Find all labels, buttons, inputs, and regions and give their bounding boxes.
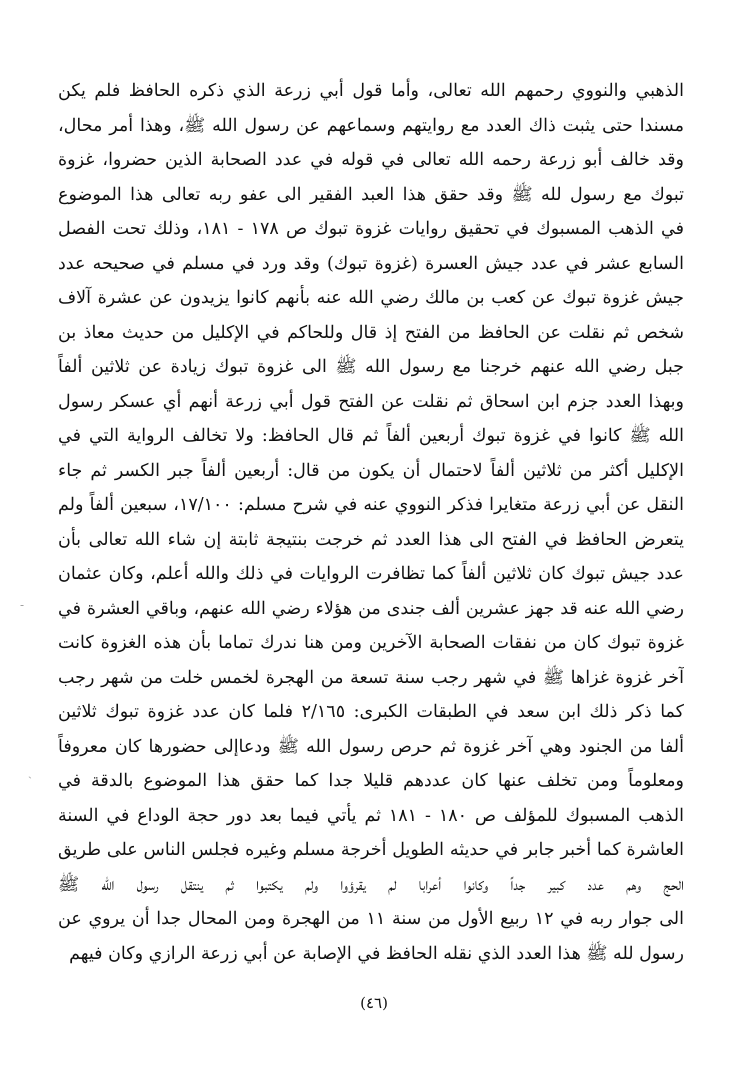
text-line-14: يتعرض الحافظ في الفتح الى هذا العدد ثم خرجت بنتيجة ثابتة إن شاء الله تعالى بأن [58,529,684,550]
text-line-21: ومعلوماً ومن تخلف عنها كان عددهم قليلا جدا كما حقق هذا الموضوع بالدقة في [58,771,684,791]
text-line-9: جبل رضي الله عنهم خرجنا مع رسول الله ﷺ الى غزوة تبوك زيادة عن ثلاثين ألفاً [58,357,684,377]
text-line-19: كما ذكر ذلك ابن سعد في الطبقات الكبرى: ٢/١٦٥ فلما كان عدد غزوة تبوك ثلاثين [58,702,684,722]
text-line-24: الحج وهم عدد كبير جداً وكانوا أعرابا لم يقرؤوا ولم يكتبوا ثم ينتقل رسول الله ﷺ [58,874,684,895]
text-line-10: وبهذا العدد جزم ابن اسحاق ثم نقلت عن الفتح قول أبي زرعة أنهم أي عسكر رسول [58,391,684,412]
text-line-22: الذهب المسبوك للمؤلف ص ١٨٠ - ١٨١ ثم يأتي فيما بعد دور حجة الوداع في السنة [58,805,684,826]
page-number: (٤٦) [360,994,388,1012]
text-line-8: شخص ثم نقلت عن الحافظ من الفتح إذ قال وللحاكم في الإكليل من حديث معاذ بن [58,322,684,343]
text-line-11: الله ﷺ كانوا في غزوة تبوك أربعين ألفاً ثم قال الحافظ: ولا تخالف الرواية التي في [58,426,684,446]
margin-speck-2: ˎ [28,765,32,779]
margin-speck: - [20,598,25,612]
text-line-23: العاشرة كما أخبر جابر في حديثه الطويل أخرجة مسلم وغيره فجلس الناس على طريق [58,840,684,860]
text-line-4: تبوك مع رسول لله ﷺ وقد حقق هذا العبد الفقير الى عفو ربه تعالى هذا الموضوع [58,184,684,205]
text-line-15: عدد جيش تبوك كان ثلاثين ألفاً كما تظافرت الروايات في ذلك والله أعلم، وكان عثمان [58,564,684,584]
text-line-6: السابع عشر في عدد جيش العسرة (غزوة تبوك) وقد ورد في مسلم في صحيحه عدد [58,253,684,274]
text-line-18: آخر غزوة غزاها ﷺ في شهر رجب سنة تسعة من الهجرة لخمس خلت من شهر رجب [58,667,684,688]
text-line-13: النقل عن أبي زرعة متغايرا فذكر النووي عنه في شرح مسلم: ١٧/١٠٠، سبعين ألفاً ولم [58,495,684,515]
text-line-17: غزوة تبوك كان من نفقات الصحابة الآخرين ومن هنا ندرك تماما بأن هذه الغزوة كانت [58,633,684,653]
text-line-1: الذهبي والنووي رحمهم الله تعالى، وأما قول أبي زرعة الذي ذكره الحافظ فلم يكن [58,81,684,101]
text-line-7: جيش غزوة تبوك عن كعب بن مالك رضي الله عنه بأنهم كانوا يزيدون عن عشرة آلاف [58,288,684,308]
text-line-16: رضي الله عنه قد جهز عشرين ألف جندى من هؤلاء رضي الله عنهم، وباقي العشرة في [58,598,684,619]
text-line-5: في الذهب المسبوك في تحقيق روايات غزوة تبوك ص ١٧٨ - ١٨١، وذلك تحت الفصل [58,219,684,239]
text-line-26: رسول لله ﷺ هذا العدد الذي نقله الحافظ في الإصابة عن أبي زرعة الرازي وكان فيهم [69,943,684,964]
text-line-3: وقد خالف أبو زرعة رحمه الله تعالى في قوله في عدد الصحابة الذين حضروا، غزوة [58,150,684,170]
text-line-12: الإكليل أكثر من ثلاثين ألفاً لاحتمال أن يكون من قال: أربعين ألفاً جبر الكسر ثم جاء [58,460,684,481]
text-line-25: الى جوار ربه في ١٢ ربيع الأول من سنة ١١ من الهجرة ومن المحال جدا أن يروي عن [58,909,684,929]
body-text [58,74,684,971]
text-line-20: ألفا من الجنود وهي آخر غزوة ثم حرص رسول الله ﷺ ودعاإلى حضورها كان معروفاً [58,736,684,757]
text-line-2: مسندا حتى يثبت ذاك العدد مع روايتهم وسماعهم عن رسول الله ﷺ، وهذا أمر محال، [58,115,684,136]
